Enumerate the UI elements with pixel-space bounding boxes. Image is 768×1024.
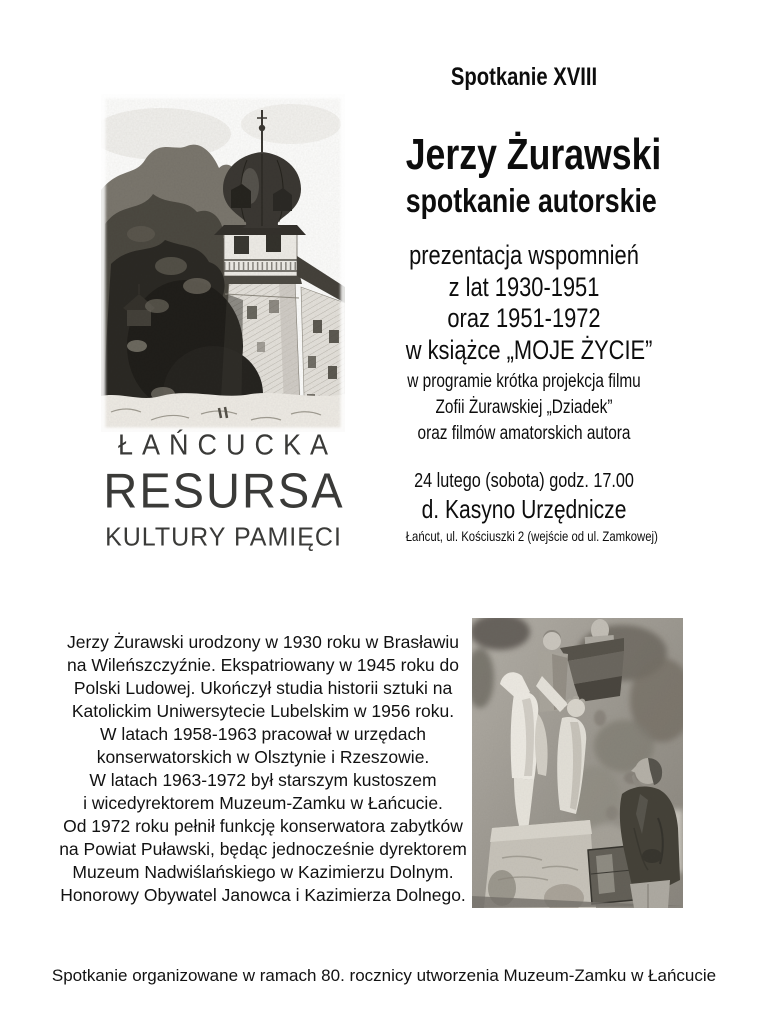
presentation-line: z lat 1930-1951 <box>448 271 600 302</box>
biography-line: Katolickim Uniwersytecie Lubelskim w 1956 roku. <box>71 701 455 721</box>
event-details-column <box>405 0 662 570</box>
series-label: Spotkanie XVIII <box>450 63 598 91</box>
biography-line: Muzeum Nadwiślańskiego w Kazimierzu Dolnym. <box>72 862 454 882</box>
biography-line: W latach 1963-1972 był starszym kustoszem <box>89 770 437 790</box>
logo-line-lancucka: ŁAŃCUCKA <box>117 429 338 461</box>
biography-text <box>45 631 481 907</box>
biography-line: Od 1972 roku pełnił funkcję konserwatora zabytków <box>63 816 463 836</box>
footer-note: Spotkanie organizowane w ramach 80. rocznicy utworzenia Muzeum-Zamku w Łańcucie <box>51 966 717 985</box>
program-line: oraz filmów amatorskich autora <box>417 423 631 444</box>
presentation-description <box>405 240 653 366</box>
logo-line-kultury-pamieci: KULTURY PAMIĘCI <box>105 522 342 552</box>
presentation-line: prezentacja wspomnień <box>409 240 639 270</box>
biography-line: Jerzy Żurawski urodzony w 1930 roku w Brasławiu <box>67 632 459 652</box>
resursa-logo <box>96 430 350 552</box>
presentation-line: w książce „MOJE ŻYCIE” <box>405 334 653 365</box>
event-subtitle: spotkanie autorskie <box>405 182 657 219</box>
event-address: Łańcut, ul. Kościuszki 2 (wejście od ul. Zamkowej) <box>405 528 658 544</box>
logo-line-resursa: RESURSA <box>103 462 345 519</box>
program-line: Zofii Żurawskiej „Dziadek” <box>435 397 613 418</box>
event-photo <box>472 618 683 908</box>
biography-line: na Powiat Puławski, będąc jednocześnie dyrektorem <box>59 839 467 859</box>
program-description <box>406 369 643 447</box>
biography-line: Honorowy Obywatel Janowca i Kazimierza Dolnego. <box>60 885 466 905</box>
event-venue: d. Kasyno Urzędnicze <box>421 494 627 524</box>
event-datetime: 24 lutego (sobota) godz. 17.00 <box>414 470 634 492</box>
biography-line: W latach 1958-1963 pracował w urzędach <box>100 724 426 744</box>
biography-line: i wicedyrektorem Muzeum-Zamku w Łańcucie. <box>83 793 443 813</box>
biography-line: na Wileńszczyźnie. Ekspatriowany w 1945 roku do <box>67 655 459 675</box>
program-line: w programie krótka projekcja filmu <box>407 371 641 392</box>
biography-line: konserwatorskich w Olsztynie i Rzeszowie. <box>96 747 430 767</box>
presentation-line: oraz 1951-1972 <box>447 303 601 333</box>
event-title: Jerzy Żurawski <box>405 130 662 179</box>
castle-sketch-illustration <box>101 94 345 432</box>
biography-line: Polski Ludowej. Ukończył studia historii sztuki na <box>73 678 453 698</box>
